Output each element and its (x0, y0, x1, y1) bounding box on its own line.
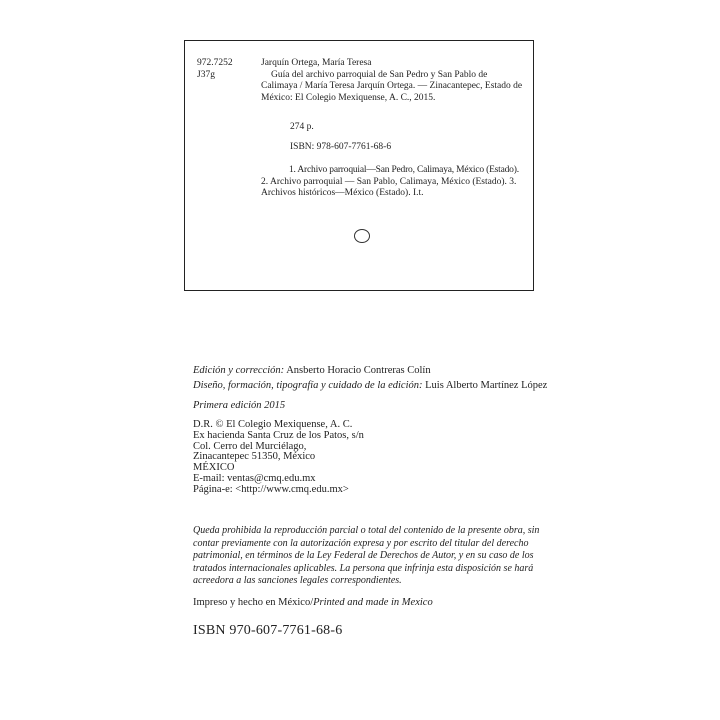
edition-statement: Primera edición 2015 (193, 400, 286, 411)
edition-credit-label: Edición y corrección: (193, 365, 285, 376)
credits (193, 364, 547, 393)
catalog-card (184, 40, 534, 291)
publisher-country: MÉXICO (193, 462, 235, 474)
catalog-entry (261, 58, 523, 104)
publisher-address-1: Ex hacienda Santa Cruz de los Patos, s/n (193, 429, 364, 441)
call-number-cutter: J37g (197, 69, 215, 80)
seal-circle-icon (354, 229, 370, 243)
catalog-subjects (261, 165, 523, 200)
printed-plain: Impreso y hecho en México/ (193, 597, 314, 608)
isbn-main: ISBN 970-607-7761-68-6 (193, 623, 343, 638)
call-number (197, 58, 233, 81)
design-credit (193, 379, 547, 394)
design-credit-label: Diseño, formación, tipografía y cuidado de la edición: (193, 379, 423, 391)
printed-italic: Printed and made in Mexico (313, 597, 433, 608)
catalog-isbn: ISBN: 978-607-7761-68-6 (290, 142, 392, 152)
catalog-title: Guía del archivo parroquial de San Pedro y San Pablo de Calimaya / María Teresa Jarquín Ortega. — Zinacantepec, Estado de México: El Colegio Mexiquense, A. C., 2015. (261, 69, 523, 103)
edition-credit-value: Ansberto Horacio Contreras Colín (286, 365, 431, 376)
call-number-class: 972.7252 (197, 58, 233, 68)
catalog-author: Jarquín Ortega, María Teresa (261, 58, 372, 68)
publisher-copyright: D.R. © El Colegio Mexiquense, A. C. (193, 419, 353, 430)
catalog-pages: 274 p. (290, 122, 314, 132)
edition-credit (193, 364, 547, 379)
publisher-address-2: Col. Cerro del Murciélago, (193, 440, 307, 452)
publisher-email: E-mail: ventas@cmq.edu.mx (193, 472, 316, 484)
design-credit-value: Luis Alberto Martínez López (425, 379, 548, 391)
publisher-address-3: Zinacantepec 51350, México (193, 451, 316, 463)
publisher-website: Página-e: <http://www.cmq.edu.mx> (193, 483, 349, 495)
catalog-subject-1: 1. Archivo parroquial—San Pedro, Calimaya, México (Estado). (289, 165, 519, 175)
publisher-info (193, 420, 364, 496)
catalog-subject-rest: 2. Archivo parroquial — San Pablo, Calimaya, México (Estado). 3. Archivos históricos—México (Estado). I.t. (261, 176, 517, 198)
printed-statement (193, 597, 433, 608)
legal-notice: Queda prohibida la reproducción parcial o total del contenido de la presente obra, sin contar previamente con la autorización expresa y por escrito del titular del derecho patrimonial, en términos de la Ley Federal de Derechos de Autor, y en su caso de los tratados internacionales aplicables. La persona que infrinja esta disposición se hará acreedora a las sanciones legales correspondientes. (193, 525, 540, 586)
